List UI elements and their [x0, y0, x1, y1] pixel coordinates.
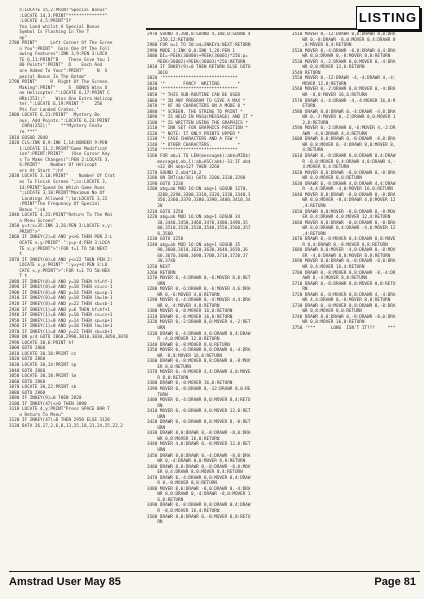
code-line: 2,8:RETURN: [292, 120, 329, 126]
code-line: 3560 MOVER 0,-2:DRAWR 8,0:MOVER 0,-4:DRA: [292, 87, 396, 93]
code-line: 3010 LOCATE 30,10:PRINT cs: [9, 351, 77, 357]
code-line: HR$(253);" Wins One Extra Helicop: [9, 96, 113, 102]
code-line: nus, Add Points.":LOCATE 6,23:PRINT: [9, 118, 110, 124]
code-line: 3310 DRAWR 0,-8:MOVER 16,0:RETURN: [147, 314, 233, 320]
code-line: 3600 DRAWR 8,0:DRAWR 0,-8:DRAWR -8,0:DRA: [292, 137, 396, 143]
code-line: message$,ab,1):ab=ASC(ab$)-31:IF ab$: [147, 159, 251, 165]
code-line: 3470 DRAWR 0,-4:DRAWR 8,0:MOVER 0,4:DRAW: [147, 475, 251, 481]
code-line: :LOCATE 14,3:PRINT"**************": [9, 13, 108, 19]
code-line: 2800 LOCATE 6,21:PRINT" Mystery Bo: [9, 113, 100, 119]
code-line: 3500 DRAWR 8,0:DRAWR 0,-8:MOVER 8,8:RETU: [147, 514, 251, 520]
code-line: WR 0,-8:DRAWR -8,0:MOVER 0,4:DRAWR 8: [292, 37, 396, 43]
code-line: 3050 '* THIS SUB-ROUTINE CAN BE USED: [147, 93, 241, 99]
code-line: TE x,y:PRINT">":FOR t=1 TO 50:NEXT: [9, 246, 108, 252]
code-line: WR -8,0:MOVER 16,0:RETURN: [147, 353, 223, 359]
code-line: 3460 DRAWR 8,0:DRAWR 0,-8:DRAWR -8,0:MOV: [147, 464, 251, 470]
code-line: 3040 GOTO 2860: [9, 368, 46, 374]
code-line: 3660 MOVER 8,0:DRAWR -8,0:DRAWR 0,-8:DRA: [292, 220, 396, 226]
code-line: ,4:RETURN: [292, 231, 326, 237]
code-line: 3130 '* CASE CHARACTERS AND A FEW *: [147, 137, 238, 143]
header-rule: [146, 28, 357, 30]
code-line: 20: [147, 203, 163, 209]
code-line: 3430 DRAWR 8,0:DRAWR 0,-8:DRAWR -8,0:DRA: [147, 431, 251, 437]
code-line: 2970 IF INKEY(1)=0 AND y=22 THEN sb=sb+1: [9, 329, 113, 335]
code-line: ER 0,4:DRAWR 4,0:MOVER 12,4:RETURN: [292, 215, 391, 221]
code-line: 3120 IF INKEY(47)=0 THEN 2950 ELSE 3120: [9, 418, 110, 424]
code-line: 3720 DRAWR 0,-8:MOVER 0,8:DRAWR 4,-4:DRA: [292, 292, 396, 298]
code-line: 3380 DRAWR 0,-8:MOVER 16,0:RETURN: [147, 381, 233, 387]
code-line: URN: [147, 281, 166, 287]
code-line: 3340 DRAWR 0,-8:MOVER 8,0:RETURN: [147, 342, 230, 348]
code-line: 3210 GOTO 3250: [147, 209, 184, 215]
code-line: ETURN: [292, 104, 316, 110]
code-line: URN: [147, 325, 166, 331]
code-line: WR 8,0:DRAWR 0,-4:DRAWR -8,0:MOVER 1: [147, 492, 251, 498]
code-line: 3490 DRAWR 0,-8:DRAWR 8,0:DRAWR 0,4:DRAW: [147, 503, 251, 509]
code-line: 3740 DRAWR 8,0:DRAWR 0,-8:DRAWR -8,0:DRA: [292, 314, 396, 320]
code-line: 3610 DRAWR 0,-8:DRAWR 8,0:DRAWR 0,4:DRAW: [292, 154, 396, 160]
code-line: 3120 '* NOTE: IT ONLY PRINTS UPPER *: [147, 131, 241, 137]
code-line: CHR$(252);" ***Mystery Featu: [9, 124, 103, 130]
code-line: PRINT">": [9, 229, 41, 235]
code-line: OCATE x,y:PRINT" ":y=y-4:PEN 3:LOCA: [9, 240, 110, 246]
code-line: 3730 DRAWR 0,-8:MOVER 0,8:DRAWR 8,-8:DRA: [292, 303, 396, 309]
code-line: ER 0,4:DRAWR 8,0:MOVER 8,4:RETURN: [147, 470, 243, 476]
code-line: 3190 GOTO 3230: [147, 181, 184, 187]
code-line: 2920 IF INKEY(8)=0 AND y=22 THEN sb=sb-1: [9, 301, 113, 307]
code-line: ER 8,0:RETURN: [147, 364, 191, 370]
code-line: 3090 IF INKEY(9)=0 THEN 2820: [9, 396, 82, 402]
code-line: 30,3740: [147, 259, 176, 265]
code-line: 3070 '* OF 40 CHARACTERS ON A MODE 0 *: [147, 104, 246, 110]
code-line: 2950 IF INKEY(1)=0 AND y=14 THEN sp=sp+1: [9, 318, 113, 324]
footer-publication: Amstrad User May 85: [9, 576, 121, 588]
code-line: WR 0,-6:MOVER 4,0:RETURN: [147, 292, 220, 298]
code-line: 3080 '* SCREEN. THE STRING TO PRINT *: [147, 109, 243, 115]
code-line: :LOCATE 4,5:PRINT"If: [9, 19, 72, 25]
code-line: 3240 abg=ab MOD 16:ON abg+1 GOSUB 35: [147, 242, 241, 248]
code-line: URN: [147, 425, 166, 431]
code-line: 3290 MOVER 0,-4:DRAWR 0,-4:MOVER 4,4:DRA: [147, 298, 251, 304]
code-line: 3530 MOVER 4,-2:DRAWR 0,0:MOVER 0,-4:DRA: [292, 59, 396, 65]
code-line: 3300 MOVER 0,-8:MOVER 16,0:RETURN: [147, 309, 233, 315]
code-line: 3280 MOVER 0,-6:DRAWR 0,-6:MOVER 4,6:DRA: [147, 287, 251, 293]
code-line: ers At Start ";hf: [9, 168, 64, 174]
code-line: 3100 '* IS WRITTEN USING THE GRAPHICS *: [147, 120, 248, 126]
code-line: 2930 IF INKEY(1)=0 AND y=6 THEN hf=hf+1: [9, 307, 110, 313]
code-line: 3750 '*** LONG ISN'T IT??? ***: [292, 325, 396, 331]
code-line: 2990 LOCATE 30,6:PRINT hf: [9, 340, 74, 346]
code-line: 6:PRINT" Number Of Helicopt: [9, 163, 97, 169]
code-line: Pts For Landed Crates.": [9, 107, 79, 113]
code-line: 2860 IF INKEY(2)=0 AND y<>6 THEN PEN 2:L: [9, 235, 113, 241]
code-line: AWR 8,-4:MOVER 8,8:RETURN: [292, 276, 368, 282]
code-line: WR 0,-4:MOVER 4,0:RETURN: [147, 303, 220, 309]
code-line: 3690 MOVER 8,0:DRAWR 0,-8:DRAWR -8,0:DRA: [292, 259, 396, 265]
code-line: Bonus ";sb: [9, 207, 46, 213]
code-line: 30,3440,3450,3460,3470,3480,3490,35: [147, 220, 248, 226]
code-line: 3710 DRAWR 0,-8:DRAWR 8,0:MOVER 8,8:RETU: [292, 281, 396, 287]
code-line: 3260 RETURN: [147, 270, 176, 276]
code-line: You Land whilst A Special Bonus: [9, 24, 100, 30]
code-line: Symbol Is Flashing In The T: [9, 30, 90, 36]
code-line: 3390 MOVER 0,-8:DRAWR 0,-12:DRAWR 8,0:RE: [147, 387, 251, 392]
code-line: s To Make Changes)":PEN 2:LOCATE 3,: [9, 157, 110, 163]
code-line: 3350 MOVER 0,-6:DRAWR 8,0:DRAWR 0,-4:DRA: [147, 348, 251, 354]
code-line: 3070 LOCATE 30,22:PRINT sb: [9, 385, 77, 391]
footer-page-number: Page 81: [374, 576, 416, 588]
code-line: 3640 MOVER 8,0:DRAWR -8,0:DRAWR 0,-8:DRA: [292, 192, 396, 198]
code-line: 3480 MOVER 8,0:DRAWR -8,0:DRAWR 0,-4:DRA: [147, 486, 251, 492]
code-line: 3590 MOVER 0,-2:DRAWR 0,-6:MOVER 4,-2:DR: [292, 126, 396, 132]
code-line: WR 8,0:MOVER 8,8:RETURN: [292, 176, 362, 182]
code-line: 2830 LOCATE 3,10:PRINT" Number Of Crat: [9, 174, 116, 180]
code-line: 3170 SOUND 2,ab$*10,2: [147, 170, 202, 176]
code-line: 3010 IF INKEY(9)=0 THEN RETURN ELSE GOTO: [147, 65, 251, 71]
code-line: 3150 '*****************************: [147, 148, 238, 154]
code-line: ";LOCATE 3,18:PRINT"Maximum No Of: [9, 191, 105, 197]
code-line: WR 8,0:MOVER -8,4:DRAWR 4,0:MOVER 12: [292, 198, 396, 204]
code-line: pecial Bonus In The Botom": [9, 74, 87, 80]
code-line: R -4,4:DRAWR -4,0:MOVER 16,0:RETURN: [292, 187, 393, 193]
code-line: 3180 ON INT(ab/16) GOTO 3200,3330,3280: [147, 176, 246, 182]
code-line: 3680 DRAWR 8,0:MOVER -4,0:DRAWR 0,-8:MOV: [292, 248, 396, 254]
code-line: 3000 GOTO 2860: [9, 346, 46, 352]
code-line: 3440 MOVER 4,0:DRAWR 0,-8:MOVER 12,8:RET: [147, 442, 251, 448]
code-line: 3080 GOTO 2860: [9, 390, 46, 396]
code-line: 2890 IF INKEY(8)=0 AND y=10 THEN cs=cs-1: [9, 285, 113, 291]
code-line: R 0,-8:MOVER 8,8:RETURN: [147, 481, 217, 487]
code-line: WR 0,-2:MOVER 0,-2:DRAWR 0,0:MOVER 1: [292, 115, 396, 121]
code-line: t: [9, 252, 22, 258]
code-line: WR 0,8:MOVER 8,0:RETURN: [292, 309, 362, 315]
code-line: WR 0,0:MOVER 12,6:RETURN: [292, 65, 365, 71]
code-line: R -8,0:MOVER 0,4:DRAWR 4,0:DRAWR 4,-: [292, 159, 396, 165]
code-line: ,4:RETURN: [292, 203, 326, 209]
code-line: TE 6,11:PRINT"B These Give You 1: [9, 57, 110, 63]
code-line: ER -4,0:DRAWR 8,0:MOVER 8,8:RETURN: [292, 253, 391, 259]
code-line: R 0,4:DRAWR 0,-8:MOVER 8,8:RETURN: [292, 242, 388, 248]
code-line: WR 0,8:MOVER 16,0:RETURN: [292, 320, 365, 326]
code-line: T t: [9, 274, 28, 280]
code-line: 2960 IF INKEY(1)=0 AND y=18 THEN lm=lm+1: [9, 324, 113, 330]
code-line: 3090 '* IS HELD IN MSG$(MESSAGE) AND IT *: [147, 115, 254, 121]
code-line: 2780 PRINT" Left Corner Of The Scree: [9, 41, 113, 47]
code-line: 3510 MOVER 0,-12:DRAWR 0,8:DRAWR 8,0:DRA: [292, 32, 396, 37]
listing-column-1: [9, 8, 136, 566]
code-line: WR 8,0:DRAWR 0,4:DRAWR -4,0:MOVER 12: [292, 226, 396, 232]
code-line: 3030 '* FANCY WRITING *: [147, 81, 241, 87]
code-line: 1:LOCATE 11,2:PRINT"Game Modificat: [9, 146, 108, 152]
listing-column-3: [292, 32, 420, 568]
code-line: ne Helicopter.":LOCATE 6,17:PRINT C: [9, 91, 110, 97]
code-line: 3140 '* OTHER CHARACTERS. *: [147, 142, 241, 148]
code-line: 00,3510,3520,3530,3540,3550,3560,357: [147, 226, 251, 232]
code-line: 00 Points":PRINT" D Each And: [9, 63, 103, 69]
code-line: ,250,12:RETURN: [147, 37, 194, 43]
code-line: 5:LOCATE 15,2:PRINT"Special Bonus": [9, 8, 108, 13]
code-line: 3540 RETURN: [292, 70, 321, 76]
code-line: 3400 MOVER 0,-4:DRAWR 8,0:MOVER 8,4:RETU: [147, 398, 251, 404]
code-line: 3330 DRAWR 0,-4:DRAWR 4,0:DRAWR 0,4:DRAW: [147, 331, 251, 337]
code-line: WR 0,-4:DRAWR 8,0:MOVER 8,8:RETURN: [147, 459, 246, 465]
code-line: 3230 GOTO 3250: [147, 237, 184, 243]
code-line: 2900 IF INKEY(8)=0 AND y=14 THEN sp=sp-1: [9, 290, 113, 296]
listing-column-2: [147, 32, 267, 568]
code-line: URN: [147, 414, 166, 420]
code-line: 3250 NEXT: [147, 264, 171, 270]
code-line: 4:RETURN: [292, 148, 324, 154]
code-line: 3280,3290,3300,3310,3320,3330,3340,3: [147, 192, 251, 198]
code-line: 0,3580: [147, 231, 173, 237]
code-line: AWR -4,0:DRAWR 4,4:RETURN: [292, 131, 368, 137]
code-line: 3030 LOCATE 30,14:PRINT sp: [9, 363, 77, 368]
code-line: 3320 MOVER 0,-2:DRAWR 8,0:MOVER 4,-2:RET: [147, 320, 251, 326]
code-line: 3410 MOVER 0,-8:DRAWR 4,0:MOVER 12,8:RET: [147, 409, 251, 415]
code-line: re ***": [9, 130, 38, 136]
code-line: :PRINT"The Frequency Of Special: [9, 202, 100, 208]
code-line: <32 OR ab$>127 THEN 3260: [147, 165, 220, 171]
code-line: 3050 LOCATE 30,18:PRINT lm: [9, 374, 77, 380]
code-line: PEEK(36002)+PEEK(36003)*256:RETURN: [147, 59, 246, 65]
code-line: 2790 PRINT" R Right Of The Screen.: [9, 80, 110, 86]
section-tab: [356, 6, 420, 30]
code-line: 2990 MODE 1:INK 0,0:INK 1,26:PEN 1: [147, 48, 235, 54]
code-line: 3520 MOVER 8,-4:DRAWR -8,0:DRAWR 0,4:DRA: [292, 48, 396, 54]
code-line: ter.":LOCATE 6,19:PRINT " 250: [9, 102, 103, 108]
code-line: ,0:MOVER 8,4:RETURN: [292, 43, 352, 49]
code-line: MOVER 12,8:RETURN: [292, 81, 347, 87]
code-line: 3270 MOVER 0,-4:DRAWR 0,-6:MOVER 8,0:RET: [147, 276, 251, 282]
code-line: 3060 GOTO 2860: [9, 379, 46, 385]
code-line: 3450 DRAWR 8,0:DRAWR 0,-4:DRAWR -8,0:DRA: [147, 453, 251, 459]
code-line: 3020 '*****************************: [147, 76, 238, 82]
code-line: 3100 IF INKEY(47)<>0 THEN 3090: [9, 401, 87, 407]
code-line: 3650 DRAWR 8,0:MOVER -8,0:DRAWR 0,-8:MOV: [292, 209, 396, 215]
code-line: LOCATE x,y:PRINT" ":y=y+4:PEN 3:LO: [9, 263, 108, 269]
code-line: 3010: [147, 70, 168, 76]
code-line: op": [9, 35, 28, 41]
section-tab-label: LISTING: [358, 10, 418, 25]
code-line: 2940 IF INKEY(1)=0 AND y=10 THEN cs=cs+1: [9, 313, 113, 319]
code-line: Making":PRINT" S BONUS Wins O: [9, 85, 108, 91]
code-line: 2880 IF INKEY(8)=0 AND y=10 THEN hf=hf-1: [9, 279, 113, 285]
code-line: ion":PRINT:PRINT" (Use Cursor Key: [9, 152, 110, 158]
code-line: o Return To Menu": [9, 412, 64, 418]
code-line: 3630 DRAWR 0,-8:DRAWR 4,0:DRAWR 4,4:DRAW: [292, 181, 396, 187]
code-line: WR -8,0:MOVER 16,6:RETURN: [292, 93, 368, 99]
code-line: 2840 LOCATE 4,23:PRINT"Return To The Mai: [9, 213, 113, 219]
code-line: 2810 GOSUB 2840: [9, 135, 48, 141]
code-line: Landings Allowed ";lm:LOCATE 3,22: [9, 196, 108, 202]
code-line: 3110 '* INK SET FOR GRAPHICS POSITION *: [147, 126, 248, 132]
code-line: 3110 LOCATE 4,y:PRINT"Press SPACE BAR T: [9, 407, 110, 413]
code-line: R -8,0:MOVER 16,4:RETURN: [147, 509, 220, 515]
code-line: 3620 MOVER 8,0:DRAWR -8,0:DRAWR 0,-8:DRA: [292, 170, 396, 176]
code-line: R 8,0:RETURN: [147, 375, 189, 381]
code-line: 350,3360,3370,3380,3390,3400,3410,34: [147, 198, 251, 204]
code-line: 3220 abg=ab MOD 16:ON abg+1 GOSUB 34: [147, 215, 241, 221]
code-line: RN: [147, 403, 163, 409]
code-line: owing Features":INK 3,9:PEN 3:LOCA: [9, 52, 108, 58]
code-line: WR 0,8:MOVER 16,0:RETURN: [147, 436, 220, 442]
code-line: 2910 IF INKEY(8)=0 AND y=18 THEN lm=lm-1: [9, 296, 113, 302]
code-line: 3420 DRAWR 0,-8:DRAWR 8,8:MOVER 8,-8:RET: [147, 420, 251, 426]
code-line: 3200 abg=ab MOD 16:ON abg+1 GOSUB 3270,: [147, 187, 248, 193]
code-line: RN: [147, 520, 163, 526]
code-line: 3130 DATA 26,17,2,6,8,13,15,18,21,24,25,22,2: [9, 424, 123, 430]
code-line: 3160 FOR ab=1 TO LEN(message$):ab$=MID$(: [147, 154, 251, 160]
code-line: 3040 '*****************************: [147, 87, 238, 93]
code-line: R -4,0:MOVER 12,0:RETURN: [147, 337, 220, 343]
code-line: RN: [292, 287, 308, 293]
code-line: 2850 y=t:x=35:INK 3,26:PEN 3:LOCATE x,y:: [9, 224, 113, 230]
code-line: are Added To Your":PRINT" N S: [9, 69, 108, 75]
code-line: 2820 CLS:INK 0,9:INK 1,14:BORDER 9:PEN: [9, 141, 108, 147]
code-line: 3020 GOTO 2860: [9, 357, 46, 363]
code-line: TURN: [147, 392, 168, 398]
code-line: 3670 DRAWR 0,-8:MOVER 0,4:DRAWR 8,0:MOVE: [292, 237, 396, 243]
code-line: WR 4,4:DRAWR 0,-8:MOVER 8,8:RETURN: [292, 298, 391, 304]
code-line: 2980 ON y/4 GOTO 2860,2990,3010,3030,3050,3070: [9, 335, 128, 341]
code-line: WR 8,0:DRAWR 0,-8:MOVER 8,8:RETURN: [292, 54, 391, 60]
code-line: 2970 SOUND 4,200,0:SOUND 4,100,0:SOUND 4: [147, 32, 251, 37]
code-line: 3580 DRAWR 8,0:DRAWR 0,-4:DRAWR -4,0:DRA: [292, 109, 396, 115]
code-line: 3570 DRAWR 4,-4:DRAWR -4,-4:MOVER 16,8:R: [292, 98, 396, 104]
code-line: 3700 DRAWR 0,-8:MOVER 8,8:DRAWR -8,-4:DR: [292, 270, 396, 276]
code-line: 60,3670,3680,3690,3700,3710,3720,37: [147, 253, 248, 259]
code-line: URN: [147, 448, 166, 454]
code-line: 6,8:RETURN: [147, 497, 184, 503]
code-line: 3370 MOVER 0,-8:MOVER 4,4:DRAWR 4,0:MOVE: [147, 370, 251, 376]
code-line: es To Finish Screen ";cs:LOCATE 3,: [9, 179, 108, 185]
code-line: 4:MOVER 8,4:RETURN: [292, 165, 349, 171]
code-line: WR 0,8:MOVER 0,-4:DRAWR 8,0:MOVER 8,: [292, 142, 396, 148]
code-line: 3360 DRAWR 0,-8:MOVER 8,8:DRAWR 0,-8:MOV: [147, 359, 251, 365]
code-line: CATE x,y:PRINT">":FOR t=1 TO 50:NEX: [9, 268, 110, 274]
code-line: 3060 '* IN ANY PROGRAM TO GIVE A MAX *: [147, 98, 246, 104]
code-line: 90,3600,3610,3620,3630,3640,3650,36: [147, 248, 248, 254]
code-line: 3000 DI=-PEEK(36000)+PEEK(36001)*256:p=: [147, 54, 248, 60]
footer-rule: [9, 571, 420, 572]
code-line: 2870 IF INKEY(0)=0 AND y<>22 THEN PEN 2:: [9, 257, 113, 263]
code-line: WR 0,4:MOVER 16,4:RETURN: [292, 264, 365, 270]
code-line: 2980 FOR a=1 TO 50:a$=INKEY$:NEXT:RETURN: [147, 43, 251, 49]
code-line: 3550 MOVER 0,-12:DRAWR -4,-4:DRAWR 4,-4:: [292, 76, 396, 82]
code-line: n You":PRINT" Gain One Of The Foll: [9, 46, 110, 52]
code-line: n Menu Screen": [9, 218, 56, 224]
code-line: 14:PRINT"Speed On Which Game Runs: [9, 185, 105, 191]
